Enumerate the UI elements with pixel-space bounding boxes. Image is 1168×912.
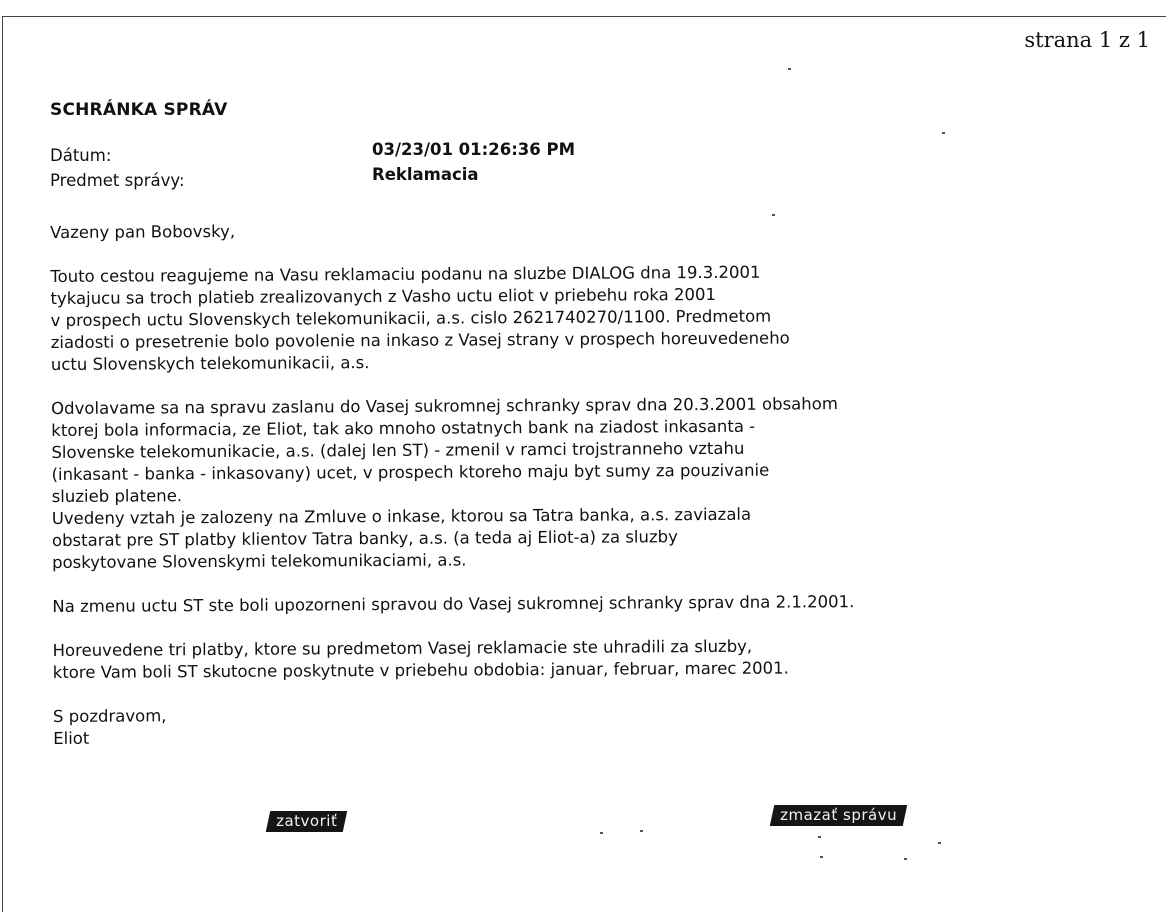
paragraph-line: ziadosti o presetrenie bolo povolenie na inkaso z Vasej strany v prospech horeuvedeneho — [50, 328, 790, 352]
paragraph-3 — [52, 502, 972, 574]
closing — [53, 700, 973, 750]
paragraph-line: Horeuvedene tri platby, ktore su predmetom Vasej reklamacie ste uhradili za sluzby, — [52, 636, 753, 660]
message-body — [50, 216, 973, 750]
paragraph-line: (inkasant - banka - inkasovany) ucet, v prospech ktoreho maju byt sumy za pouzivanie — [51, 460, 770, 484]
paragraph-5 — [53, 634, 973, 684]
delete-button-label: zmazať správu — [780, 806, 898, 824]
paragraph-line: obstarat pre ST platby klientov Tatra banky, a.s. (a teda aj Eliot-a) za sluzby — [51, 527, 678, 550]
subject-label: Predmet správy: — [50, 171, 185, 190]
paragraph-line: tykajucu sa troch platieb zrealizovanych z Vasho uctu eliot v priebehu roka 2001 — [50, 284, 717, 308]
close-button[interactable] — [266, 811, 348, 832]
greeting: Vazeny pan Bobovsky, — [50, 221, 236, 242]
paragraph-4 — [52, 590, 972, 618]
date-value: 03/23/01 01:26:36 PM — [372, 140, 576, 159]
scan-speck — [942, 132, 945, 134]
subject-value: Reklamacia — [372, 165, 479, 184]
paragraph-line: ktorej bola informacia, ze Eliot, tak ako mnoho ostatnych bank na ziadost inkasanta - — [51, 416, 756, 440]
scan-speck — [600, 832, 603, 834]
scan-speck — [820, 856, 823, 858]
paragraph-2 — [51, 392, 972, 508]
paragraph-line: Na zmenu uctu ST ste boli upozorneni spravou do Vasej sukromnej schranky sprav dna 2.1.2001. — [52, 592, 855, 616]
paragraph-line: uctu Slovenskych telekomunikacii, a.s. — [50, 353, 370, 374]
close-button-label: zatvoriť — [276, 812, 338, 830]
paragraph-line: sluzieb platene. — [51, 486, 183, 506]
paragraph-1 — [50, 260, 971, 376]
scan-speck — [818, 836, 821, 838]
delete-message-button[interactable] — [770, 805, 907, 826]
scan-speck — [938, 842, 941, 844]
paragraph-line: ktore Vam boli ST skutocne poskytnute v priebehu obdobia: januar, februar, marec 2001. — [52, 658, 789, 682]
paragraph-line: poskytovane Slovenskymi telekomunikaciami, a.s. — [52, 550, 467, 572]
scan-speck — [640, 830, 643, 832]
paragraph-line: Odvolavame sa na spravu zaslanu do Vasej sukromnej schranky sprav dna 20.3.2001 obsahom — [51, 394, 838, 418]
closing-line: S pozdravom, — [52, 706, 167, 726]
scan-speck — [904, 858, 907, 860]
page-number: strana 1 z 1 — [1024, 28, 1150, 52]
paragraph-line: Slovenske telekomunikacie, a.s. (dalej len ST) - zmenil v ramci trojstranneho vztahu — [51, 438, 745, 462]
scan-speck — [788, 68, 791, 70]
page-title: SCHRÁNKA SPRÁV — [50, 100, 228, 120]
paragraph-line: Touto cestou reagujeme na Vasu reklamaciu podanu na sluzbe DIALOG dna 19.3.2001 — [50, 262, 761, 286]
paragraph-line: Uvedeny vztah je zalozeny na Zmluve o inkase, ktorou sa Tatra banka, a.s. zaviazala — [51, 504, 752, 528]
scan-speck — [772, 214, 775, 216]
paragraph-line: v prospech uctu Slovenskych telekomunikacii, a.s. cislo 2621740270/1100. Predmetom — [50, 306, 772, 330]
signature: Eliot — [53, 728, 90, 748]
date-label: Dátum: — [50, 146, 112, 165]
